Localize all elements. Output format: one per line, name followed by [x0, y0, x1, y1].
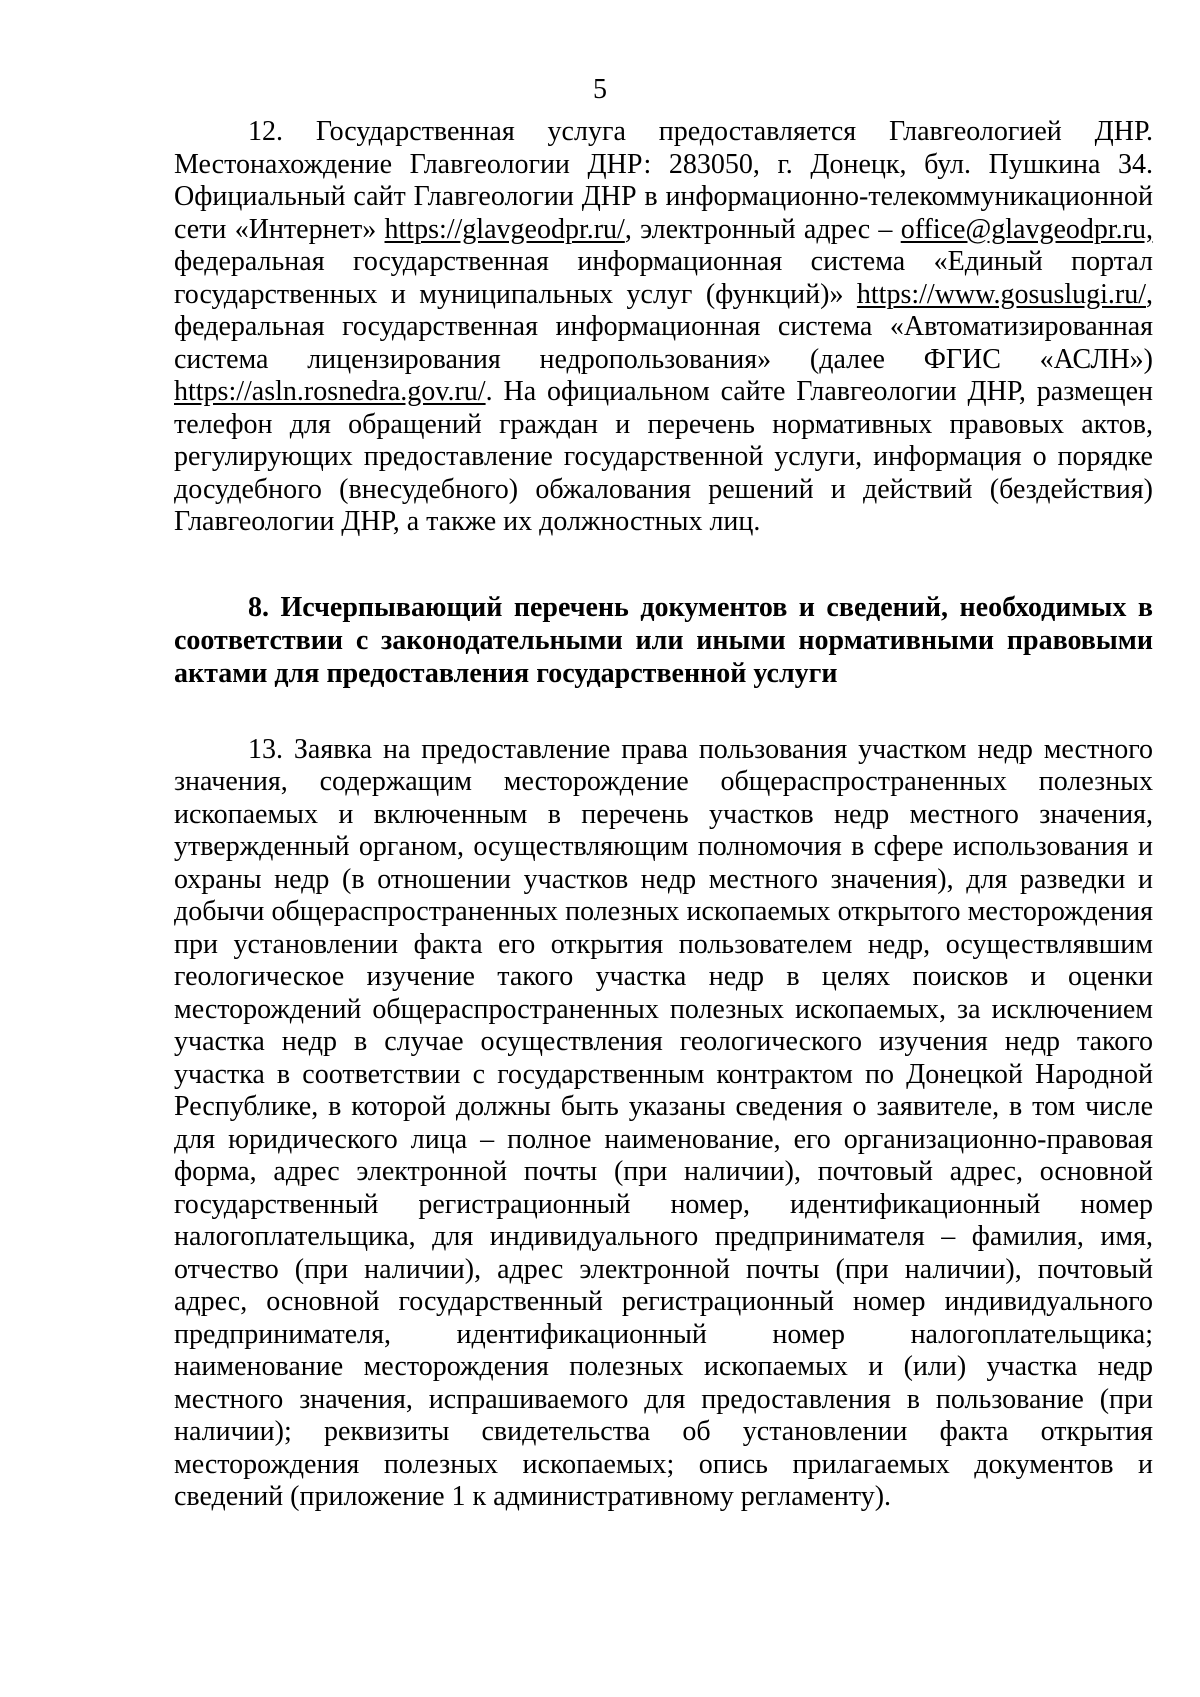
paragraph-12-text-5: . На официальном сайте Главгеологии ДНР, размещен телефон для обращений граждан и перечень нормативных правовых актов, регулирующих предоставление государственной услуги, информация о порядке досудебного (внесудебного) обжалования решений и действий (бездействия) Главгеологии ДНР, а также их должностных лиц.: [174, 376, 1153, 537]
page-number: 5: [593, 74, 607, 105]
paragraph-12-text-3: федеральная государственная информационная система «Единый портал государственных и муниципальных услуг (функций)»: [174, 246, 1153, 310]
paragraph-12-text-4: , федеральная государственная информационная система «Автоматизированная система лицензирования недропользования» (далее ФГИС «АСЛН»): [174, 278, 1153, 375]
asln-link[interactable]: https://asln.rosnedra.gov.ru/: [174, 376, 486, 407]
paragraph-12-text-1: Государственная услуга предоставляется Главгеологией ДНР. Местонахождение Главгеологии ДНР: 283050, г. Донецк, бул. Пушкина 34. Официальный сайт Главгеологии ДНР в информационно-телекоммуникационной сети «Интернет»: [174, 116, 1154, 245]
paragraph-13: 13. Заявка на предоставление права пользования участком недр местного значения, содержащим месторождение общераспространенных полезных ископаемых и включенным в перечень участков недр местного значения, утвержденный органом, осуществляющим полномочия в сфере использования и охраны недр (в отношении участков недр местного значения), для разведки и добычи общераспространенных полезных ископаемых открытого месторождения при установлении факта его открытия пользователем недр, осуществлявшим геологическое изучение такого участка недр в целях поисков и оценки месторождений общераспространенных полезных ископаемых, за исключением участка недр в случае осуществления геологического изучения недр такого участка в соответствии с государственным контрактом по Донецкой Народной Республике, в которой должны быть указаны сведения о заявителе, в том числе для юридического лица – полное наименование, его организационно-правовая форма, адрес электронной почты (при наличии), почтовый адрес, основной государственный регистрационный номер, идентификационный номер налогоплательщика, для индивидуального предпринимателя – фамилия, имя, отчество (при наличии), адрес электронной почты (при наличии), почтовый адрес, основной государственный регистрационный номер индивидуального предпринимателя, идентификационный номер налогоплательщика; наименование месторождения полезных ископаемых и (или) участка недр местного значения, испрашиваемого для предоставления в пользование (при наличии); реквизиты свидетельства об установлении факта открытия месторождения полезных ископаемых; опись прилагаемых документов и сведений (приложение 1 к административному регламенту).: [174, 733, 1153, 1512]
paragraph-12: [174, 116, 1153, 539]
paragraph-12-number: 12.: [248, 116, 283, 147]
glavgeo-site-link[interactable]: https://glavgeodpr.ru/: [384, 213, 625, 245]
document-body: [174, 116, 1153, 1514]
gosuslugi-link[interactable]: https://www.gosuslugi.ru/: [856, 278, 1146, 310]
section-8-heading: 8. Исчерпывающий перечень документов и сведений, необходимых в соответствии с законодательными или иными нормативными правовыми актами для предоставления государственной услуги: [174, 591, 1153, 689]
email-link[interactable]: office@glavgeodpr.ru,: [900, 213, 1154, 245]
paragraph-12-text-2: , электронный адрес –: [624, 213, 901, 245]
